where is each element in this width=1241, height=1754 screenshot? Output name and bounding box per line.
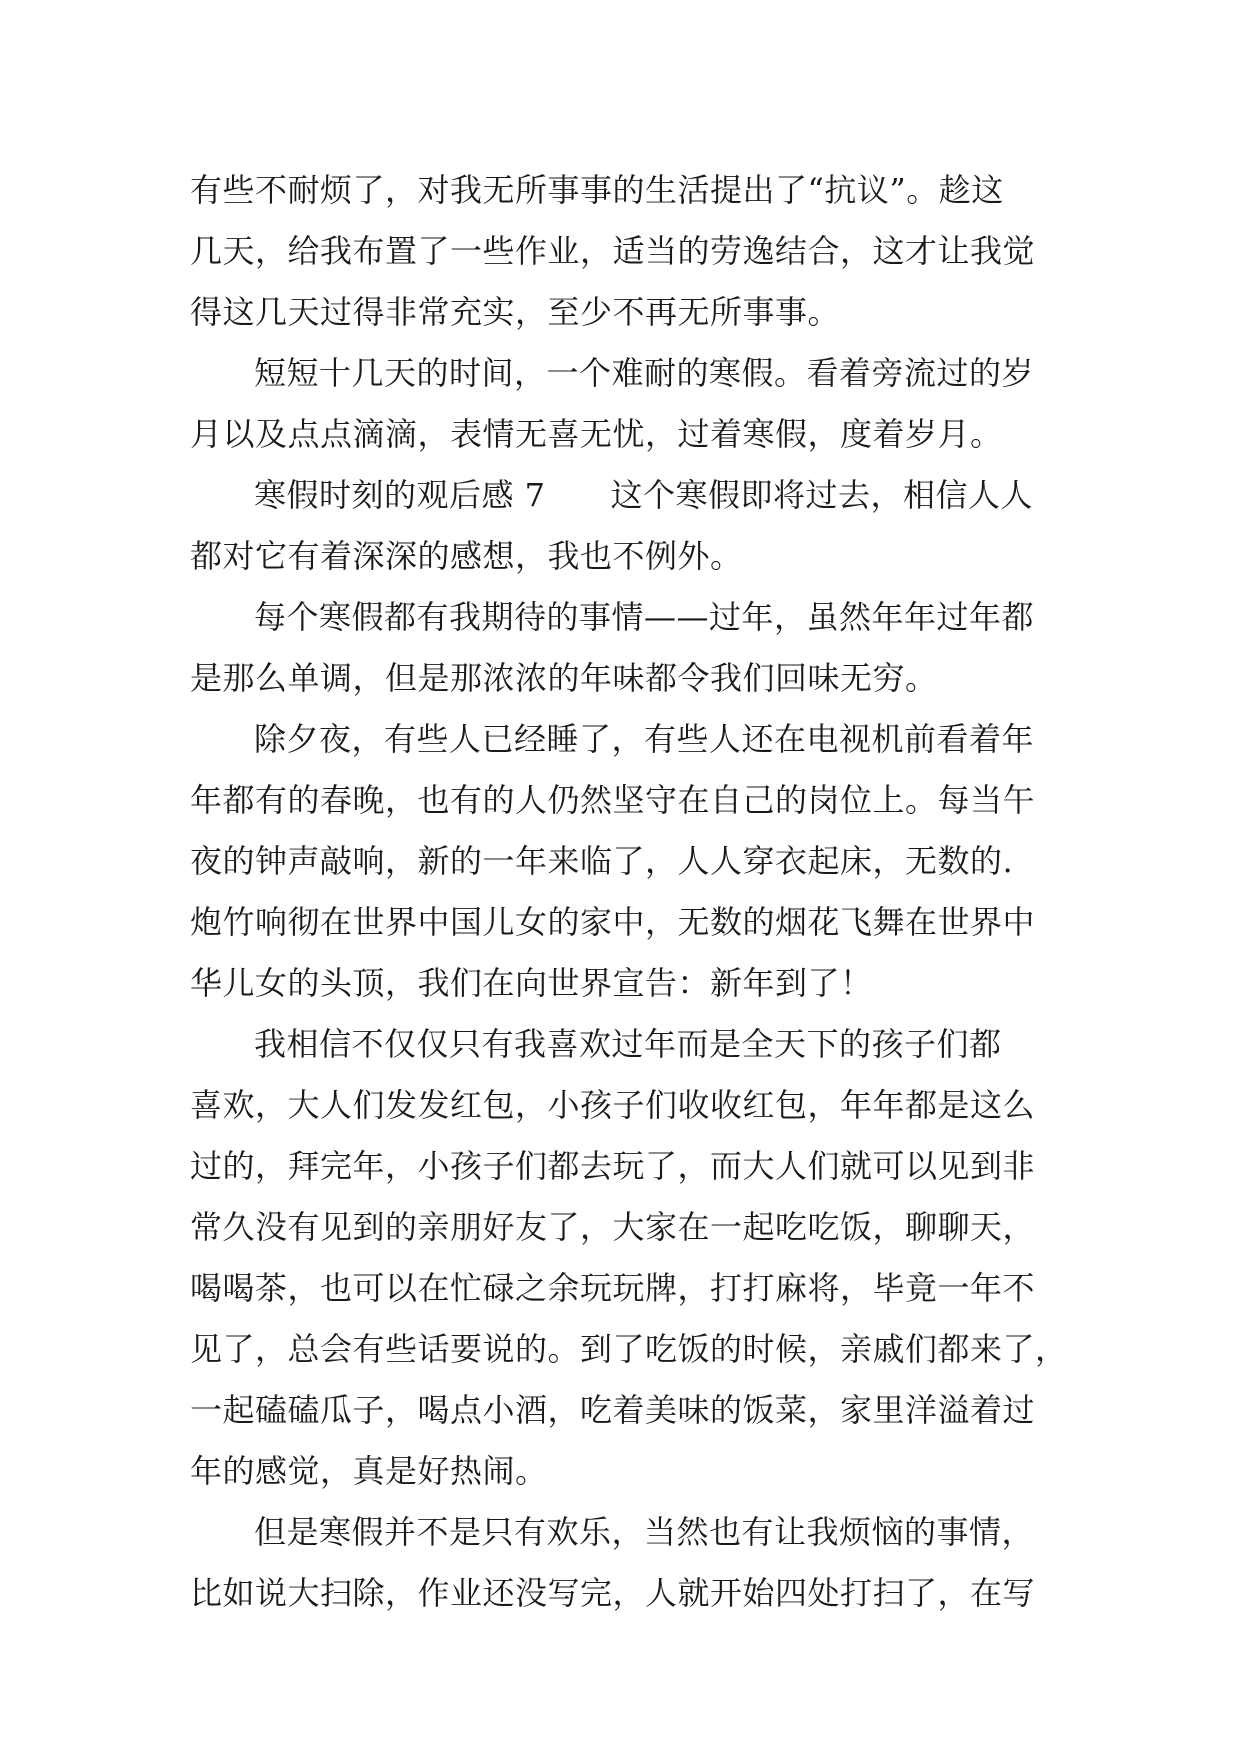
document-body <box>190 160 1068 1624</box>
text-line: 月以及点点滴滴，表情无喜无忧，过着寒假，度着岁月。 <box>190 415 1003 453</box>
text-line: 得这几天过得非常充实，至少不再无所事事。 <box>190 293 841 331</box>
text-line: 常久没有见到的亲朋好友了，大家在一起吃吃饭，聊聊天， <box>190 1208 1036 1246</box>
text-line: 都对它有着深深的感想，我也不例外。 <box>190 537 743 575</box>
text-line: 见了，总会有些话要说的。到了吃饭的时候，亲戚们都来了， <box>190 1330 1068 1368</box>
text-line: 有些不耐烦了，对我无所事事的生活提出了“抗议”。趁这 <box>190 171 1004 209</box>
text-line: 是那么单调，但是那浓浓的年味都令我们回味无穷。 <box>190 659 938 697</box>
paragraph-first-line: 我相信不仅仅只有我喜欢过年而是全天下的孩子们都 <box>254 1025 1002 1063</box>
section-heading-line: 寒假时刻的观后感 7 这个寒假即将过去，相信人人 <box>254 476 1034 514</box>
text-line: 炮竹响彻在世界中国儿女的家中，无数的烟花飞舞在世界中 <box>190 903 1036 941</box>
paragraph-first-line: 但是寒假并不是只有欢乐，当然也有让我烦恼的事情， <box>254 1513 1035 1551</box>
text-line: 年都有的春晚，也有的人仍然坚守在自己的岗位上。每当午 <box>190 781 1036 819</box>
text-line: 几天，给我布置了一些作业，适当的劳逸结合，这才让我觉 <box>190 232 1036 270</box>
paragraph-first-line: 除夕夜，有些人已经睡了，有些人还在电视机前看着年 <box>254 720 1035 758</box>
paragraph-first-line: 短短十几天的时间，一个难耐的寒假。看着旁流过的岁 <box>254 354 1035 392</box>
paragraph-first-line: 每个寒假都有我期待的事情——过年，虽然年年过年都 <box>254 598 1035 636</box>
text-line: 过的，拜完年，小孩子们都去玩了，而大人们就可以见到非 <box>190 1147 1036 1185</box>
text-line: 华儿女的头顶，我们在向世界宣告：新年到了！ <box>190 964 873 1002</box>
text-line: 喝喝茶，也可以在忙碌之余玩玩牌，打打麻将，毕竟一年不 <box>190 1269 1036 1307</box>
text-line: 一起磕磕瓜子，喝点小酒，吃着美味的饭菜，家里洋溢着过 <box>190 1391 1036 1429</box>
text-line: 喜欢，大人们发发红包，小孩子们收收红包，年年都是这么 <box>190 1086 1036 1124</box>
text-line: 比如说大扫除，作业还没写完，人就开始四处打扫了，在写 <box>190 1574 1036 1612</box>
text-line: 夜的钟声敲响，新的一年来临了，人人穿衣起床，无数的. <box>190 842 1014 880</box>
text-line: 年的感觉，真是好热闹。 <box>190 1452 548 1490</box>
